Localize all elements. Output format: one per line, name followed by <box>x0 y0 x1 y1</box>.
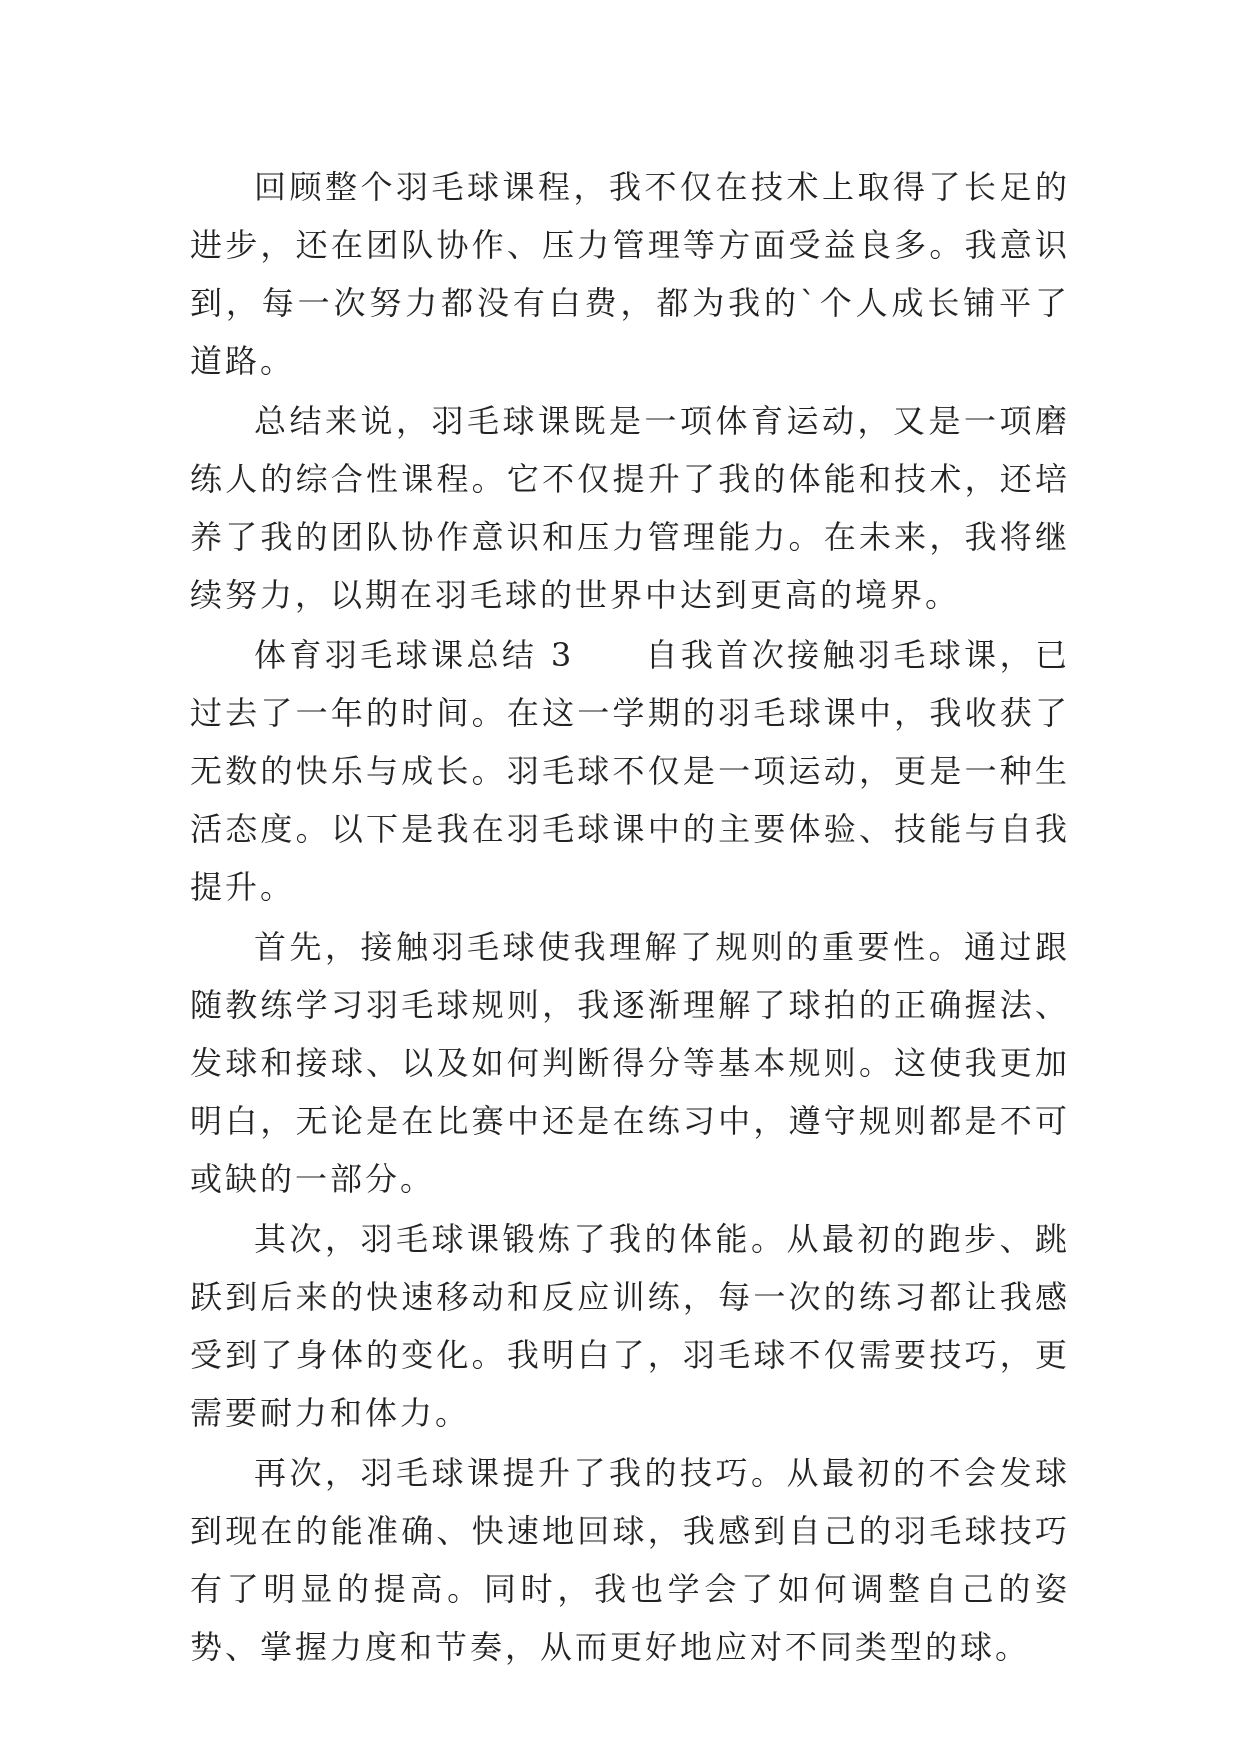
paragraph-skills: 再次，羽毛球课提升了我的技巧。从最初的不会发球到现在的能准确、快速地回球，我感到自己的羽毛球技巧有了明显的提高。同时，我也学会了如何调整自己的姿势、掌握力度和节奏，从而更好地应对不同类型的球。 <box>190 1454 1070 1666</box>
paragraph-section-3-intro: 体育羽毛球课总结 3 自我首次接触羽毛球课，已过去了一年的时间。在这一学期的羽毛球课中，我收获了无数的快乐与成长。羽毛球不仅是一项运动，更是一种生活态度。以下是我在羽毛球课中的主要体验、技能与自我提升。 <box>190 636 1070 906</box>
paragraph-fitness: 其次，羽毛球课锻炼了我的体能。从最初的跑步、跳跃到后来的快速移动和反应训练，每一次的练习都让我感受到了身体的变化。我明白了，羽毛球不仅需要技巧，更需要耐力和体力。 <box>190 1220 1070 1432</box>
paragraph-summary: 总结来说，羽毛球课既是一项体育运动，又是一项磨练人的综合性课程。它不仅提升了我的体能和技术，还培养了我的团队协作意识和压力管理能力。在未来，我将继续努力，以期在羽毛球的世界中达到更高的境界。 <box>190 402 1070 614</box>
paragraph-rules: 首先，接触羽毛球使我理解了规则的重要性。通过跟随教练学习羽毛球规则，我逐渐理解了球拍的正确握法、发球和接球、以及如何判断得分等基本规则。这使我更加明白，无论是在比赛中还是在练习中，遵守规则都是不可或缺的一部分。 <box>190 928 1070 1198</box>
document-body <box>190 158 1070 1676</box>
paragraph-review: 回顾整个羽毛球课程，我不仅在技术上取得了长足的进步，还在团队协作、压力管理等方面受益良多。我意识到，每一次努力都没有白费，都为我的`个人成长铺平了道路。 <box>190 168 1070 380</box>
